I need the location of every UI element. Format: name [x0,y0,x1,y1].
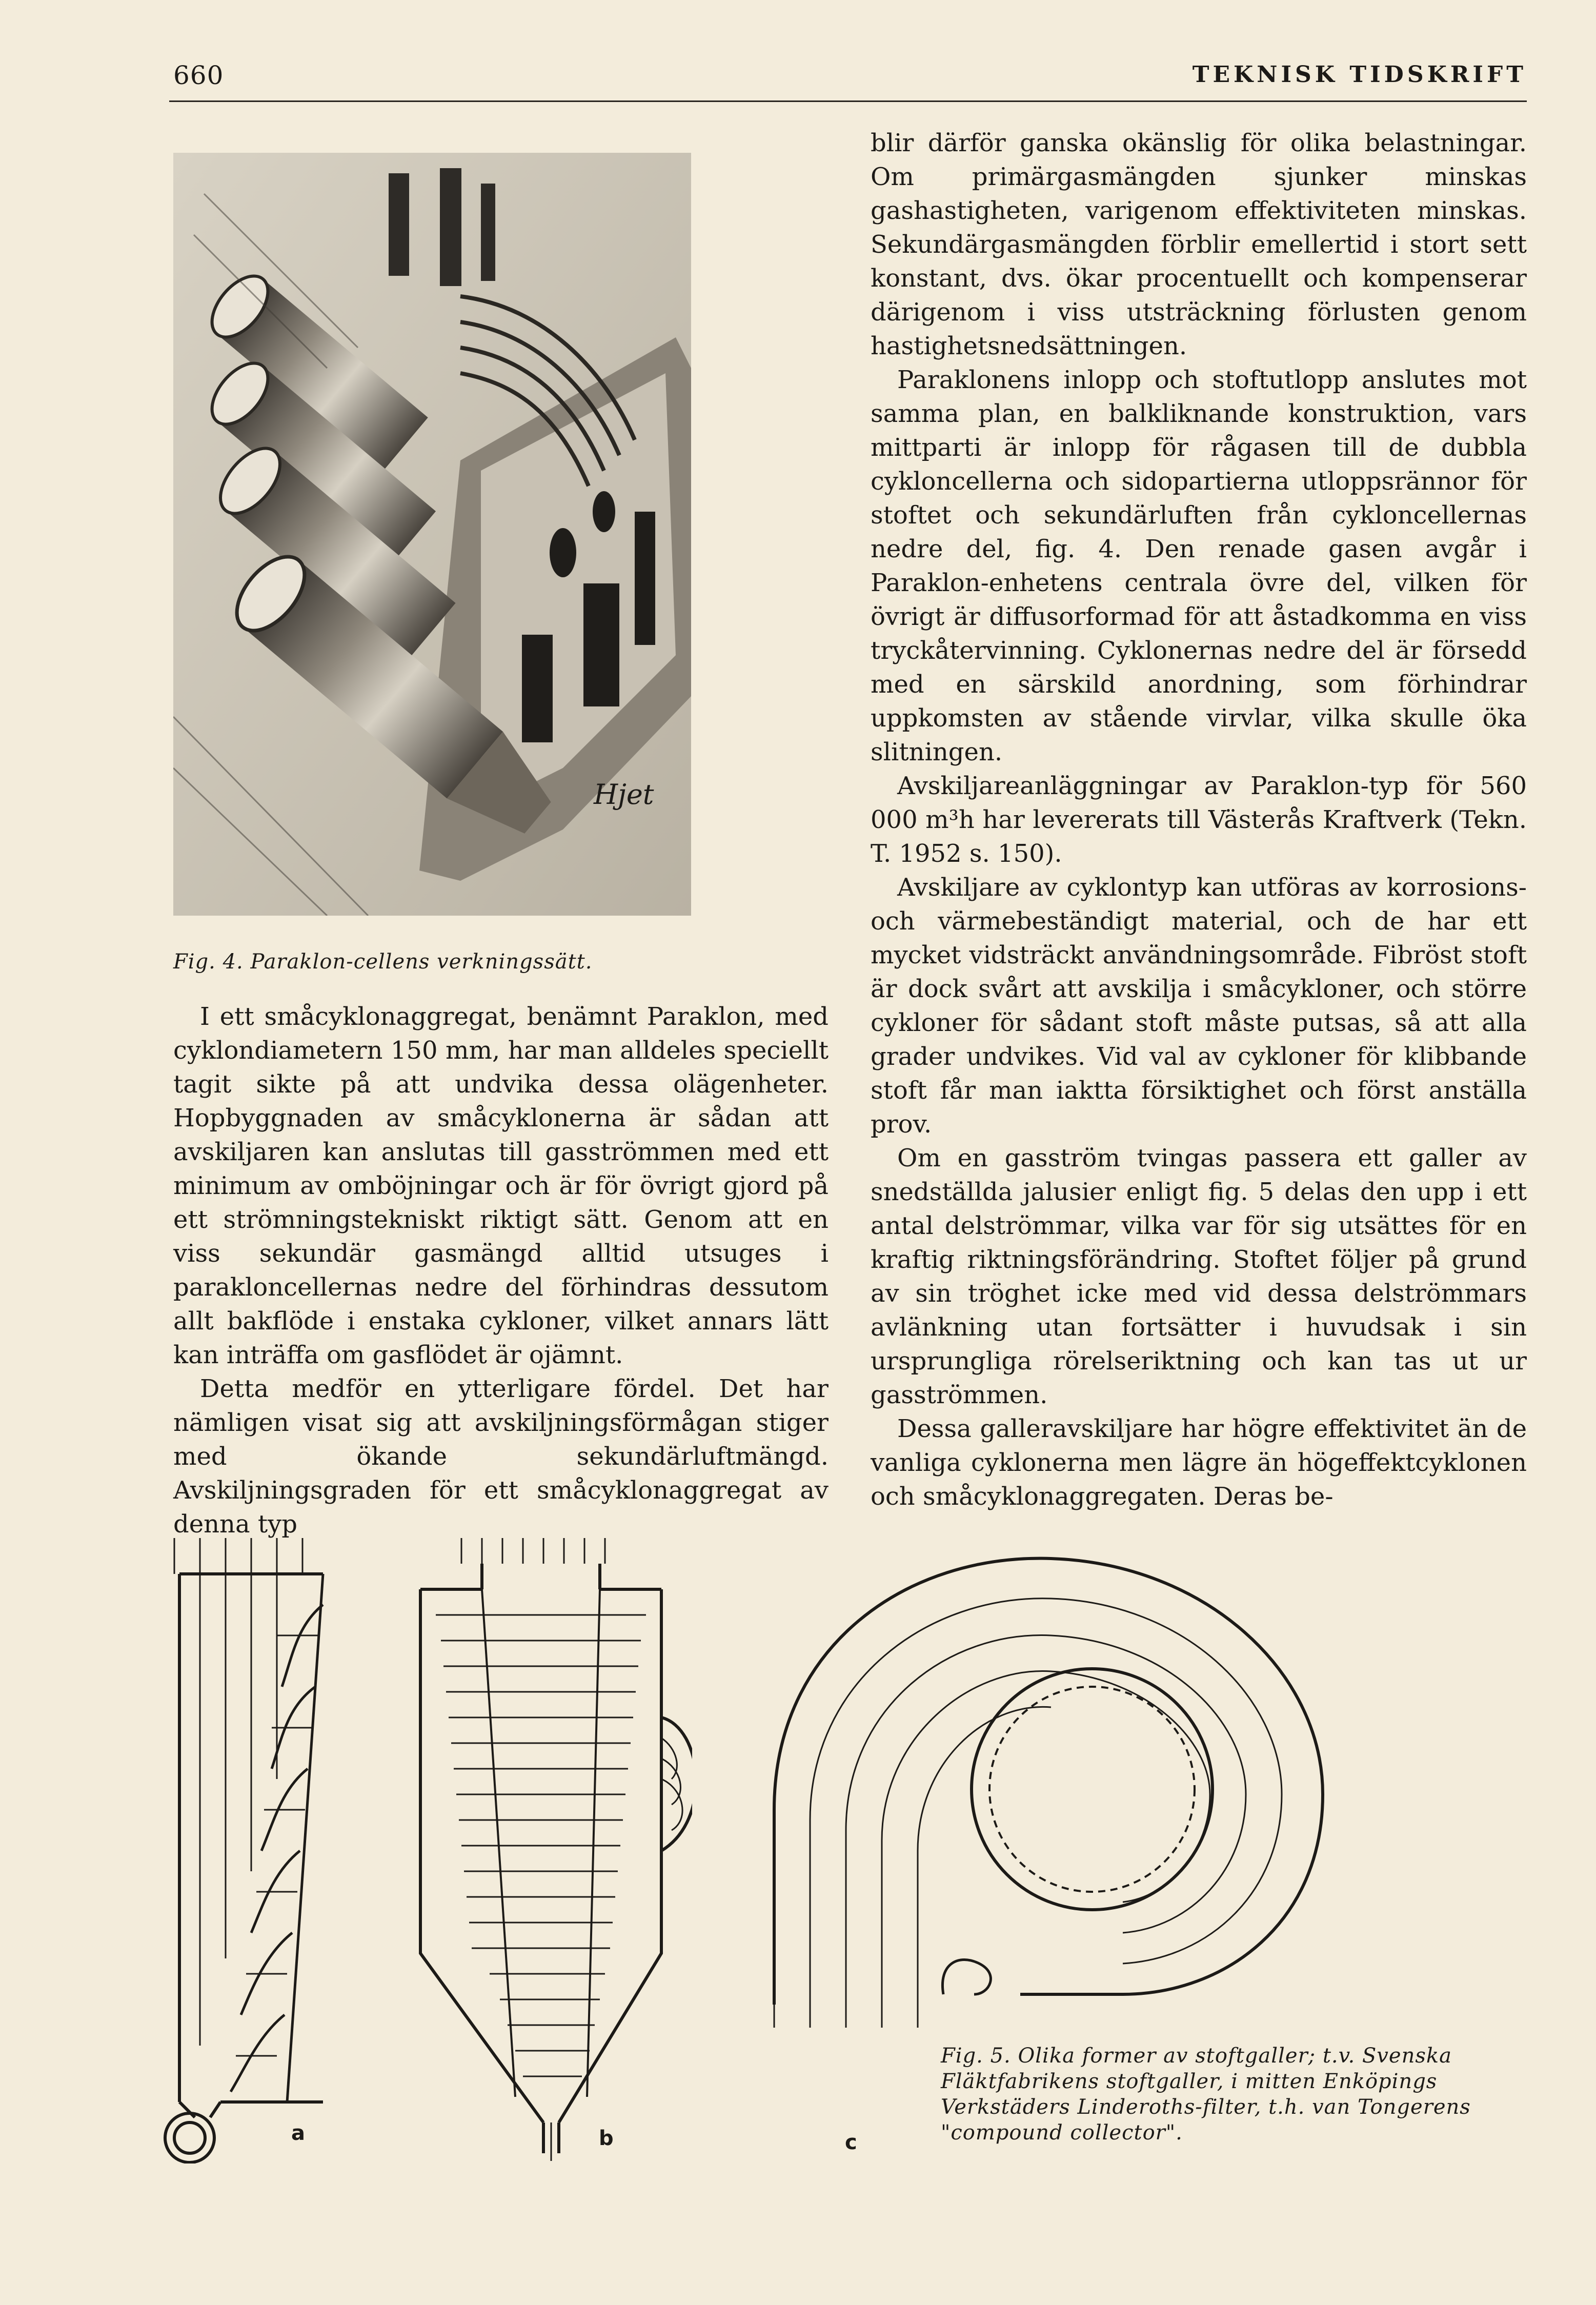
figure-5b-label: b [599,2127,614,2150]
paragraph: Avskiljareanläggningar av Paraklon-typ för 560 000 m³h har levererats till Västerås Kraftverk (Tekn. T. 1952 s. 150). [871,772,1527,868]
paragraph: Om en gasström tvingas passera ett galler av snedställda jalusier enligt fig. 5 delas den upp i ett antal delströmmar, vilka var för sig utsättes för en kraftig riktningsförändring. Stoftet följer på grund av sin tröghet icke med vid dessa delströmmars avlänkning utan fortsätter i huvudsak i sin ursprungliga rörelseriktning och kan tas ut ur gasströmmen. [871,1144,1527,1409]
paragraph: Avskiljare av cyklontyp kan utföras av korrosions- och värmebeständigt material, och de har ett mycket vidsträckt användningsområde. Fibröst stoft är dock svårt att avskilja i småcykloner, och större cykloner för sådant stoft måste putsas, så att alla grader undvikes. Vid val av cykloner för klibbande stoft får man iakttа försiktighet och först anställa prov. [871,873,1527,1139]
journal-title: TEKNISK TIDSKRIFT [1192,62,1527,88]
paragraph: Paraklonens inlopp och stoftutlopp anslutes mot samma plan, en balkliknande konstruktion, vars mittparti är inlopp för rågasen till de dubbla cykloncellerna och sidopartierna utloppsrännor för stoftet och sekundärluften från cykloncellernas nedre del, fig. 4. Den renade gasen avgår i Paraklon-enhetens centrala övre del, vilken för övrigt är diffusorformad för att åstadkomma en viss tryckåtervinning. Cyklonernas nedre del är försedd med en särskild anordning, som förhindrar uppkomsten av stående virvlar, vilka skulle öka slitningen. [871,366,1527,766]
figure-5-caption: Fig. 5. Olika former av stoftgaller; t.v. Svenska Fläktfabrikens stoftgaller, i mitten Enköpings Verkstäders Linderoths-filter, t.h. van Tongerens "compound collector". [941,2044,1471,2145]
figure-5a-diagram [154,1533,369,2164]
paragraph: Detta medför en ytterligare fördel. Det har nämligen visat sig att avskiljningsförmågan stiger med ökande sekundärluftmängd. Avskiljningsgraden för ett småcyklonaggregat av denna typ [173,1374,829,1539]
figure-4-illustration [173,153,691,916]
figure-5b-diagram [405,1533,692,2169]
left-column [173,1000,829,1541]
header-rule [169,100,1527,102]
figure-4-caption: Fig. 4. Paraklon-cellens verkningssätt. [173,950,593,974]
figure-5c-diagram [764,1553,1338,2030]
artist-signature: Hjet [594,778,654,811]
paragraph: Dessa galleravskiljare har högre effektivitet än de vanliga cyklonerna men lägre än högeffektcyklonen och småcyklonaggregaten. Deras be- [871,1414,1527,1511]
figure-5c-label: c [845,2131,857,2154]
figure-5a-label: a [291,2121,305,2145]
page-number: 660 [173,60,224,90]
paragraph: I ett småcyklonaggregat, benämnt Paraklon, med cyklondiametern 150 mm, har man alldeles speciellt tagit sikte på att undvika dessa olägenheter. Hopbyggnaden av småcyklonerna är sådan att avskiljaren kan anslutas till gasströmmen med ett minimum av omböjningar och är för övrigt gjord på ett strömningstekniskt riktigt sätt. Genom att en viss sekundär gasmängd alltid utsuges i parakloncellernas nedre del förhindras dessutom allt bakflöde i enstaka cykloner, vilket annars lätt kan inträffa om gasflödet är ojämnt. [173,1002,829,1369]
paragraph: blir därför ganska okänslig för olika belastningar. Om primärgasmängden sjunker minskas gashastigheten, varigenom effektiviteten minskas. Sekundärgasmängden förblir emellertid i stort sett konstant, dvs. ökar procentuellt och kompenserar därigenom i viss utsträckning förlusten genom hastighetsnedsättningen. [871,129,1527,360]
right-column [871,126,1527,1513]
paraklon-cell-drawing [173,153,691,916]
